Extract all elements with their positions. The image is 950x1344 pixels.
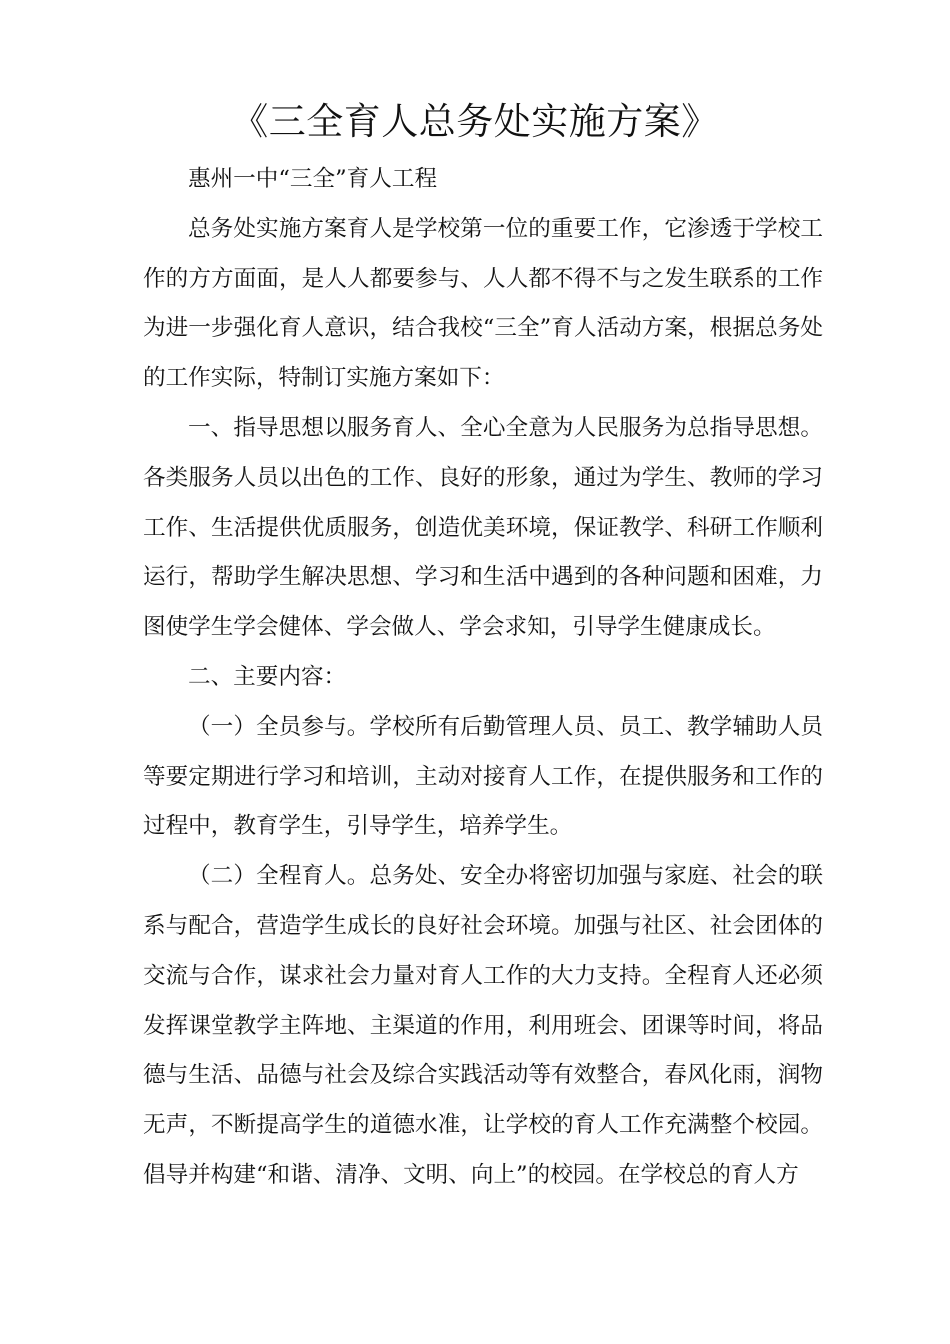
paragraph-subtitle: 惠州一中“三全”育人工程 — [188, 166, 438, 192]
document-title: 《三全育人总务处实施方案》 — [231, 100, 719, 143]
document-body — [143, 155, 823, 1201]
paragraph-guiding-ideology: 一、指导思想以服务育人、全心全意为人民服务为总指导思想。各类服务人员以出色的工作、良好的形象，通过为学生、教师的学习工作、生活提供优质服务，创造优美环境，保证教学、科研工作顺利运行，帮助学生解决思想、学习和生活中遇到的各种问题和困难，力图使学生学会健体、学会做人、学会求知，引导学生健康成长。 — [143, 414, 823, 641]
paragraph-intro: 总务处实施方案育人是学校第一位的重要工作，它渗透于学校工作的方方面面，是人人都要参与、人人都不得不与之发生联系的工作为进一步强化育人意识，结合我校“三全”育人活动方案，根据总务处的工作实际，特制订实施方案如下： — [143, 215, 823, 392]
paragraph-whole-process: （二）全程育人。总务处、安全办将密切加强与家庭、社会的联系与配合，营造学生成长的良好社会环境。加强与社区、社会团体的交流与合作，谋求社会力量对育人工作的大力支持。全程育人还必须发挥课堂教学主阵地、主渠道的作用，利用班会、团课等时间，将品德与生活、品德与社会及综合实践活动等有效整合，春风化雨，润物无声，不断提高学生的道德水准，让学校的育人工作充满整个校园。倡导并构建“和谐、清净、文明、向上”的校园。在学校总的育人方 — [143, 863, 823, 1188]
paragraph-full-participation: （一）全员参与。学校所有后勤管理人员、员工、教学辅助人员等要定期进行学习和培训，主动对接育人工作，在提供服务和工作的过程中，教育学生，引导学生，培养学生。 — [143, 713, 823, 840]
paragraph-main-content-heading: 二、主要内容： — [188, 663, 347, 690]
